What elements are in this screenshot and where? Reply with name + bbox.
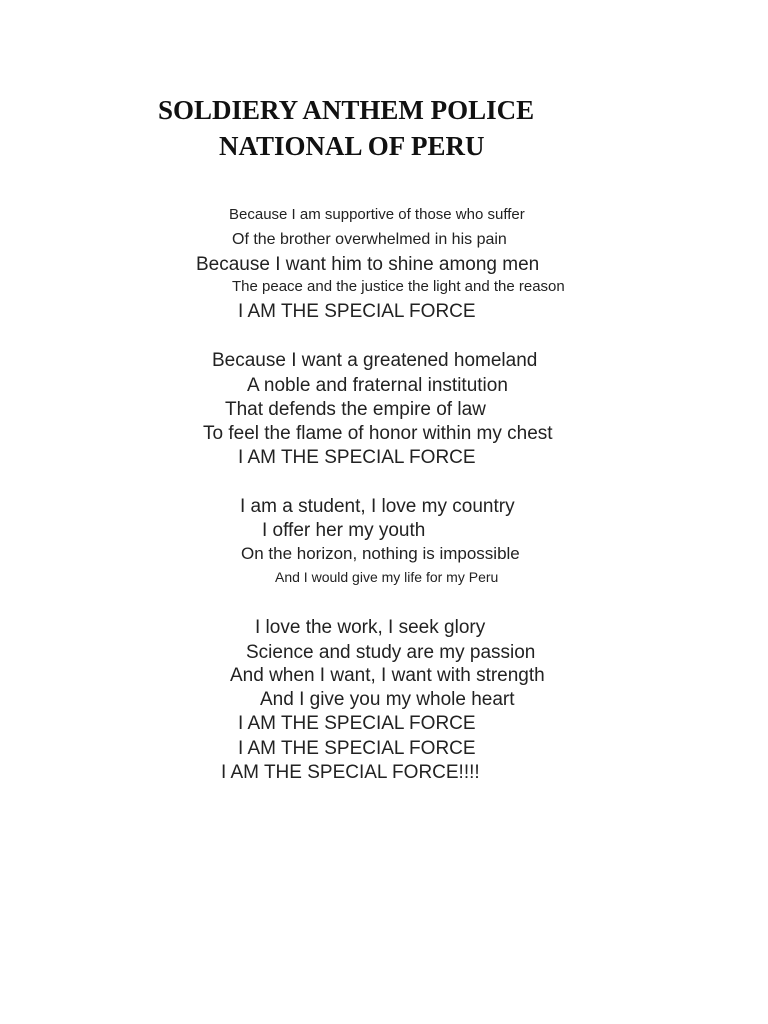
verse-line: I am a student, I love my country [240, 496, 515, 517]
verse-line: And I would give my life for my Peru [275, 569, 499, 585]
verse-line: On the horizon, nothing is impossible [241, 544, 520, 563]
title-line-1: SOLDIERY ANTHEM POLICE [158, 95, 535, 125]
verse-line-refrain: I AM THE SPECIAL FORCE [238, 301, 476, 322]
title-line-2: NATIONAL OF PERU [219, 131, 485, 161]
verse-line: Of the brother overwhelmed in his pain [232, 231, 507, 248]
verse-line: And I give you my whole heart [260, 689, 515, 710]
verse-line: To feel the flame of honor within my chest [203, 423, 553, 444]
verse-line: Because I am supportive of those who suffer [229, 206, 525, 223]
verse-line-refrain: I AM THE SPECIAL FORCE [238, 447, 476, 468]
verse-line: A noble and fraternal institution [247, 375, 508, 396]
verse-line: And when I want, I want with strength [230, 665, 545, 686]
verse-line-refrain: I AM THE SPECIAL FORCE [238, 738, 476, 759]
verse-line: I offer her my youth [262, 520, 426, 541]
verse-line: The peace and the justice the light and the reason [232, 278, 565, 295]
verse-line-refrain: I AM THE SPECIAL FORCE!!!! [221, 762, 480, 783]
verse-line: That defends the empire of law [225, 399, 486, 420]
verse-line-refrain: I AM THE SPECIAL FORCE [238, 713, 476, 734]
verse-line: Because I want a greatened homeland [212, 350, 538, 371]
verse-line: I love the work, I seek glory [255, 617, 486, 638]
verse-line: Science and study are my passion [246, 642, 536, 663]
verse-line: Because I want him to shine among men [196, 254, 540, 275]
